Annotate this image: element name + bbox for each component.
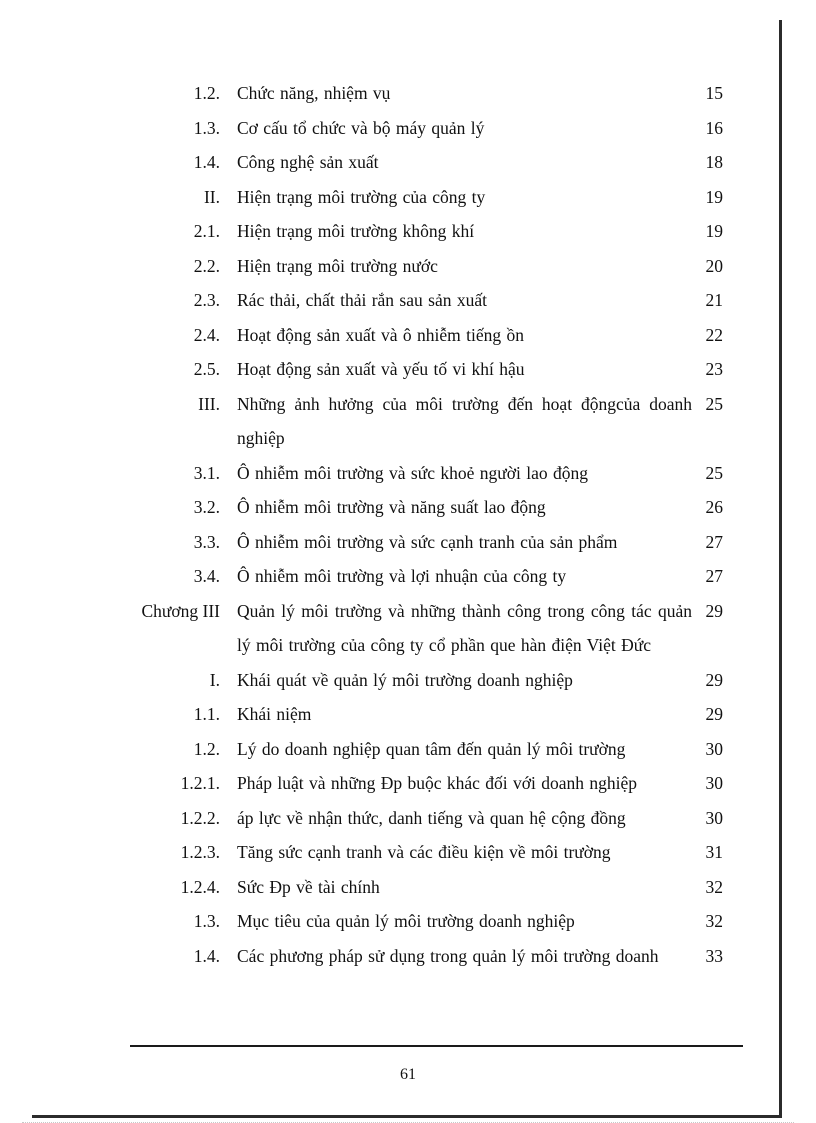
toc-entry-title: Hiện trạng môi trường của công ty xyxy=(237,186,486,207)
toc-entry-page: 15 xyxy=(705,83,723,103)
toc-entry xyxy=(0,766,816,801)
toc-entry-number: 3.3. xyxy=(193,531,220,552)
toc-entry xyxy=(0,559,816,594)
toc-entry-number: 2.2. xyxy=(193,255,220,276)
toc-entry xyxy=(0,145,816,180)
toc-entry-page: 16 xyxy=(705,117,723,138)
toc-entry xyxy=(0,697,816,732)
toc-entry-title: Ô nhiễm môi trường và sức khoẻ người lao động xyxy=(237,462,588,483)
toc-entry-number: 3.1. xyxy=(193,462,220,483)
toc-entry xyxy=(0,283,816,318)
toc-entry-page: 19 xyxy=(705,186,723,207)
toc-entry-page: 26 xyxy=(705,497,723,517)
toc-entry xyxy=(0,939,816,974)
toc-entry-number: 1.4. xyxy=(193,945,220,966)
toc-entry-page: 29 xyxy=(705,669,723,690)
toc-entry-number: 3.2. xyxy=(193,497,220,517)
toc-entry xyxy=(0,525,816,560)
toc-entry xyxy=(0,801,816,836)
toc-entry-title: Hiện trạng môi trường nước xyxy=(237,255,438,276)
toc-entry-page: 19 xyxy=(705,221,723,241)
toc-entry xyxy=(0,214,816,249)
toc-entry-title: Sức Đp về tài chính xyxy=(237,876,380,897)
toc-entry-title: Ô nhiễm môi trường và lợi nhuận của công ty xyxy=(237,566,567,586)
toc-entry-page: 30 xyxy=(705,738,723,759)
toc-entry xyxy=(0,870,816,905)
toc-entry-number: 1.1. xyxy=(193,704,220,724)
toc-entry-title: Những ảnh hưởng của môi trường đến hoạt độngcủa doanh nghiệp xyxy=(237,393,692,448)
toc-entry xyxy=(0,456,816,491)
toc-entry-page: 32 xyxy=(705,876,723,897)
toc-entry-page: 30 xyxy=(705,807,723,828)
toc-entry-number: 1.2.4. xyxy=(180,876,220,897)
toc-entry xyxy=(0,318,816,353)
toc-entry-title: Rác thải, chất thải rắn sau sản xuất xyxy=(237,290,487,310)
toc-entry-number: 2.1. xyxy=(193,221,220,241)
toc-entry-title: Khái niệm xyxy=(237,704,312,724)
toc-entry-title: Hoạt động sản xuất và yếu tố vi khí hậu xyxy=(237,359,525,379)
toc-entry-page: 20 xyxy=(705,255,723,276)
toc-entry-number: III. xyxy=(198,393,220,414)
toc-entry-title: Ô nhiễm môi trường và sức cạnh tranh của sản phẩm xyxy=(237,531,618,552)
toc-entry-page: 25 xyxy=(705,462,723,483)
toc-entry-number: 1.3. xyxy=(193,911,220,931)
toc-entry-page: 27 xyxy=(705,531,723,552)
toc-entry-number: 2.4. xyxy=(193,324,220,345)
toc-entry-title: Tăng sức cạnh tranh và các điều kiện về môi trường xyxy=(237,842,611,862)
toc-entry xyxy=(0,835,816,870)
toc-entry-page: 33 xyxy=(705,945,723,966)
toc-entry-page: 25 xyxy=(705,393,723,414)
toc-entry-number: 1.2. xyxy=(193,83,220,103)
toc-entry xyxy=(0,352,816,387)
toc-entry-page: 27 xyxy=(705,566,723,586)
toc-entry-title: áp lực về nhận thức, danh tiếng và quan hệ cộng đồng xyxy=(237,807,626,828)
toc-entry-title: Pháp luật và những Đp buộc khác đối với doanh nghiệp xyxy=(237,773,638,793)
toc-entry-title: Khái quát về quản lý môi trường doanh nghiệp xyxy=(237,669,573,690)
toc-entry-page: 32 xyxy=(705,911,723,931)
toc-entry-title: Lý do doanh nghiệp quan tâm đến quản lý môi trường xyxy=(237,738,626,759)
toc-entry-page: 30 xyxy=(705,773,723,793)
toc-entry-number: I. xyxy=(209,669,220,690)
toc-entry xyxy=(0,490,816,525)
toc-entry-page: 31 xyxy=(705,842,723,862)
toc-entry-number: 1.2. xyxy=(193,738,220,759)
toc-entry-number: 1.2.3. xyxy=(180,842,220,862)
toc-entry xyxy=(0,111,816,146)
toc-entry-title: Công nghệ sản xuất xyxy=(237,152,379,172)
toc-entry-number: 2.5. xyxy=(193,359,220,379)
toc-entry-page: 22 xyxy=(705,324,723,345)
toc-entry-title: Hiện trạng môi trường không khí xyxy=(237,221,475,241)
toc-entry xyxy=(0,904,816,939)
toc-entry-number: 2.3. xyxy=(193,290,220,310)
toc-entry-title: Mục tiêu của quản lý môi trường doanh nghiệp xyxy=(237,911,575,931)
toc-entry xyxy=(0,594,816,663)
toc-entry-title: Các phương pháp sử dụng trong quản lý môi trường doanh xyxy=(237,945,659,966)
toc-entry-number: Chương III xyxy=(141,600,220,621)
toc-entry-title: Chức năng, nhiệm vụ xyxy=(237,83,391,103)
toc-entry xyxy=(0,732,816,767)
toc-entry xyxy=(0,663,816,698)
toc-entry-number: 1.2.1. xyxy=(180,773,220,793)
toc-entry xyxy=(0,387,816,456)
toc-entry-title: Quản lý môi trường và những thành công trong công tác quản lý môi trường của công ty cổ phần que hàn điện Việt Đức xyxy=(237,600,692,655)
toc-entry-number: 1.4. xyxy=(193,152,220,172)
toc-entry-page: 29 xyxy=(705,704,723,724)
toc-entry-page: 29 xyxy=(705,600,723,621)
toc-entry xyxy=(0,76,816,111)
toc-entry-number: 1.3. xyxy=(193,117,220,138)
toc-entry-page: 23 xyxy=(705,359,723,379)
toc-entry-page: 18 xyxy=(705,152,723,172)
footer-page-number: 61 xyxy=(400,1066,416,1083)
toc-entry-title: Hoạt động sản xuất và ô nhiễm tiếng ồn xyxy=(237,324,524,345)
toc-entry-number: 3.4. xyxy=(193,566,220,586)
toc-entry-number: II. xyxy=(203,186,220,207)
toc-entry-page: 21 xyxy=(705,290,723,310)
toc-entry xyxy=(0,249,816,284)
toc-entry-title: Ô nhiễm môi trường và năng suất lao động xyxy=(237,497,546,517)
footer-rule xyxy=(130,1045,743,1047)
table-of-contents xyxy=(0,76,816,973)
toc-entry-title: Cơ cấu tổ chức và bộ máy quản lý xyxy=(237,117,485,138)
toc-entry-number: 1.2.2. xyxy=(180,807,220,828)
toc-entry xyxy=(0,180,816,215)
